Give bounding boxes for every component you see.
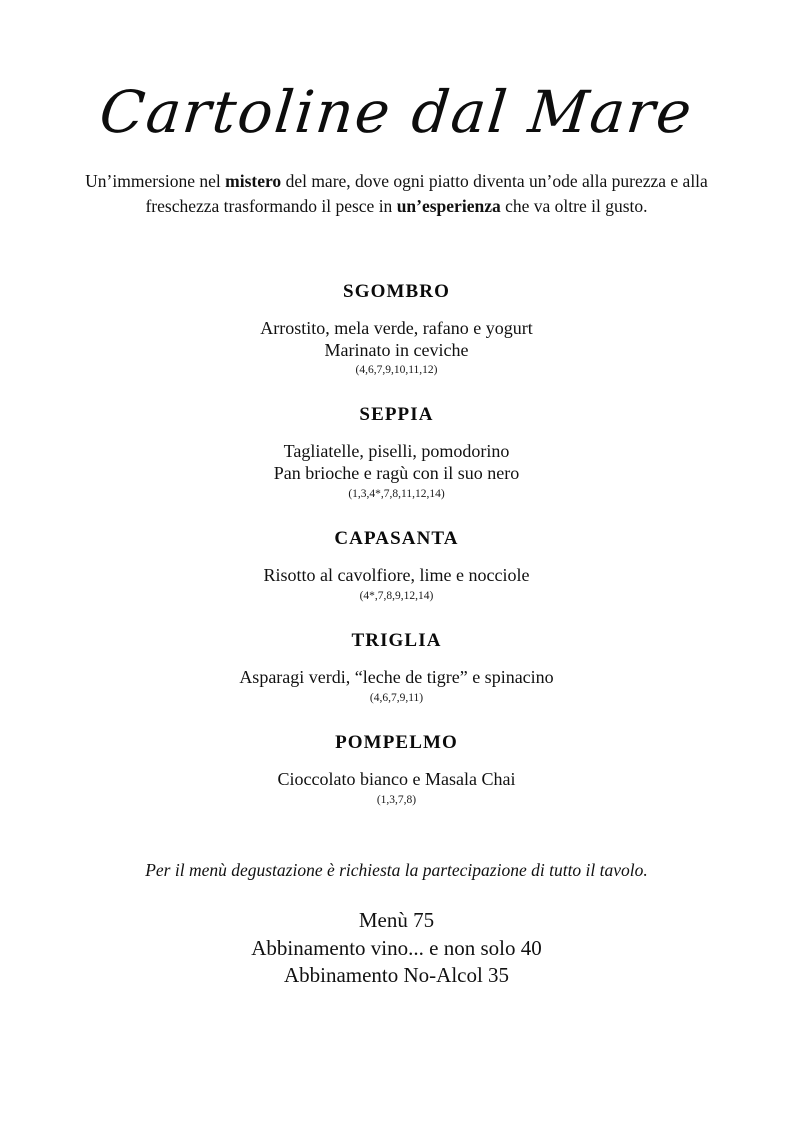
course-allergens: (4,6,7,9,11) [369, 692, 424, 705]
price-list [42, 907, 751, 990]
course-name: POMPELMO [335, 732, 458, 754]
title-block [42, 0, 751, 146]
intro-paragraph [79, 169, 715, 219]
course-description-line: Arrostito, mela verde, rafano e yogurt [260, 317, 533, 338]
intro-bold-1: mistero [225, 170, 282, 191]
price-noalcohol-pairing: Abbinamento No-Alcol 35 [283, 963, 510, 988]
intro-text-3: che va oltre il gusto. [500, 195, 648, 216]
intro-bold-2: un’esperienza [396, 195, 501, 216]
course-name: CAPASANTA [334, 528, 459, 550]
course-list [42, 281, 751, 808]
course-item [42, 528, 751, 604]
price-wine-pairing: Abbinamento vino... e non solo 40 [251, 935, 542, 960]
course-name: TRIGLIA [351, 630, 442, 652]
course-item [42, 404, 751, 502]
course-description-line: Pan brioche e ragù con il suo nero [273, 463, 520, 484]
course-item [42, 630, 751, 706]
course-item [42, 732, 751, 808]
intro-text-1: Un’immersione nel [85, 170, 226, 191]
course-description-line: Cioccolato bianco e Masala Chai [277, 769, 516, 790]
course-allergens: (1,3,4*,7,8,11,12,14) [348, 488, 445, 501]
course-allergens: (4*,7,8,9,12,14) [359, 590, 434, 603]
course-name: SEPPIA [359, 404, 434, 426]
course-allergens: (4,6,7,9,10,11,12) [355, 364, 438, 377]
course-description-line: Tagliatelle, piselli, pomodorino [283, 441, 510, 462]
course-description-line: Marinato in ceviche [324, 339, 469, 360]
course-description-line: Asparagi verdi, “leche de tigre” e spinacino [239, 667, 554, 688]
table-participation-note: Per il menù degustazione è richiesta la partecipazione di tutto il tavolo. [145, 859, 648, 880]
intro-text-2: del mare, dove ogni piatto diventa un’ode alla purezza e alla freschezza trasformando il pesce in [145, 170, 708, 216]
course-item [42, 281, 751, 379]
course-allergens: (1,3,7,8) [376, 794, 417, 806]
course-name: SGOMBRO [343, 280, 450, 302]
page-title: Cartoline dal Mare [96, 78, 697, 146]
course-description-line: Risotto al cavolfiore, lime e nocciole [263, 565, 530, 586]
price-menu: Menù 75 [358, 907, 435, 932]
